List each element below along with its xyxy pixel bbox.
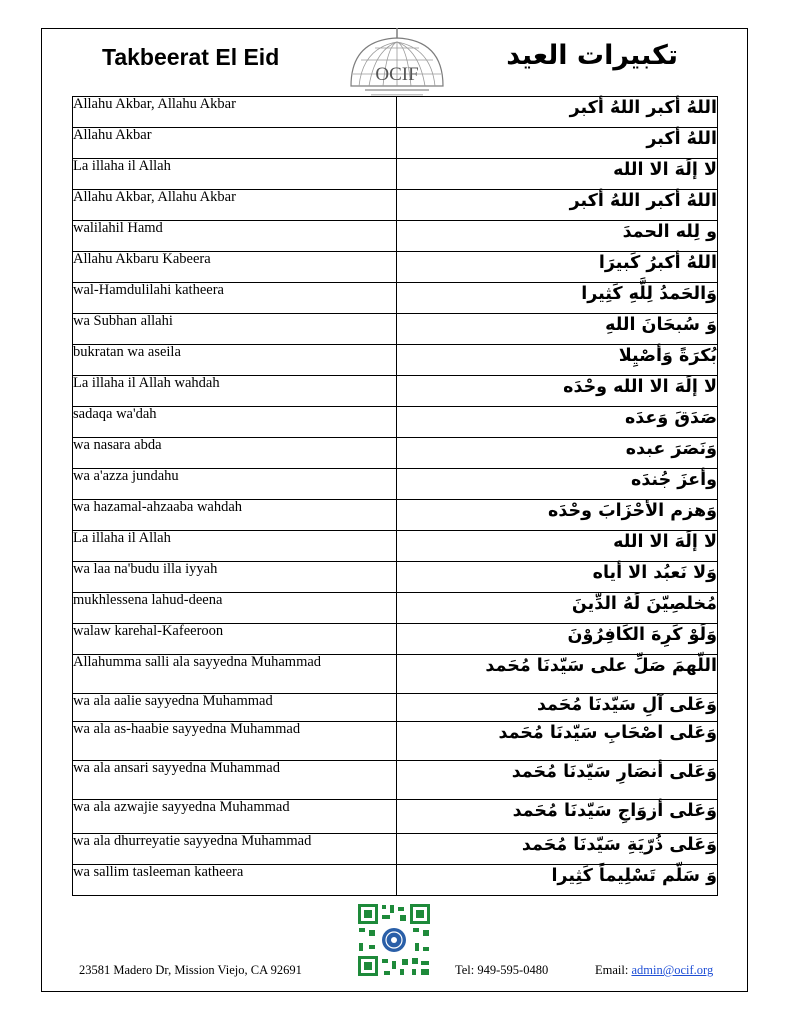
title-english: Takbeerat El Eid (102, 44, 280, 70)
table-row (73, 252, 718, 283)
table-row (73, 624, 718, 655)
table-row (73, 655, 718, 694)
transliteration-cell: sadaqa wa'dah (73, 407, 397, 438)
footer-email (595, 963, 713, 978)
arabic-cell: مُخلصِيّنَ لَهُ الدِّينَ (397, 593, 718, 624)
arabic-cell: بُكرَةً وَأصْيِلا (397, 345, 718, 376)
transliteration-cell: La illaha il Allah (73, 159, 397, 190)
arabic-cell: وَ سُبحَانَ اللهِ (397, 314, 718, 345)
table-row (73, 722, 718, 761)
arabic-cell: وَعَلى أزوَاجِ سَيّدنَا مُحَمد (397, 800, 718, 834)
table-row (73, 97, 718, 128)
arabic-cell: وَعَلى آلِ سَيّدنَا مُحَمد (397, 694, 718, 722)
footer-tel: Tel: 949-595-0480 (455, 963, 549, 977)
table-row (73, 593, 718, 624)
arabic-cell: وَ سَلّم تَسْلِيماً كَثِيرا (397, 865, 718, 896)
arabic-cell: وَنَصَرَ عبده (397, 438, 718, 469)
table-row (73, 834, 718, 865)
transliteration-cell: wa Subhan allahi (73, 314, 397, 345)
logo-text: OCIF (375, 64, 419, 85)
transliteration-cell: wa nasara abda (73, 438, 397, 469)
transliteration-cell: Allahu Akbar, Allahu Akbar (73, 190, 397, 221)
transliteration-cell: wa sallim tasleeman katheera (73, 865, 397, 896)
table-row (73, 283, 718, 314)
footer-address: 23581 Madero Dr, Mission Viejo, CA 92691 (79, 963, 302, 977)
arabic-cell: لا إلَهَ الا الله وحْدَه (397, 376, 718, 407)
table-row (73, 407, 718, 438)
transliteration-cell: La illaha il Allah wahdah (73, 376, 397, 407)
arabic-cell: اللهُ أكبر (397, 128, 718, 159)
table-row (73, 159, 718, 190)
arabic-cell: وَعَلى اصْحَابِ سَيّدنَا مُحَمد (397, 722, 718, 761)
table-row (73, 865, 718, 896)
table-row (73, 761, 718, 800)
ocif-logo (339, 28, 455, 100)
table-row (73, 345, 718, 376)
table-row (73, 531, 718, 562)
arabic-cell: لا إلَهَ الا الله (397, 531, 718, 562)
transliteration-cell: walaw karehal-Kafeeroon (73, 624, 397, 655)
arabic-cell: اللهُ أكبرُ كَبيرَا (397, 252, 718, 283)
title-arabic: تكبيرات العيد (506, 40, 678, 71)
table-row (73, 500, 718, 531)
transliteration-cell: wal-Hamdulilahi katheera (73, 283, 397, 314)
transliteration-cell: bukratan wa aseila (73, 345, 397, 376)
arabic-cell: و لِله الحمدَ (397, 221, 718, 252)
arabic-cell: صَدَقَ وَعدَه (397, 407, 718, 438)
takbeer-table (72, 96, 718, 896)
transliteration-cell: wa ala as-haabie sayyedna Muhammad (73, 722, 397, 761)
table-row (73, 694, 718, 722)
table-row (73, 800, 718, 834)
table-row (73, 314, 718, 345)
qr-code-icon (357, 903, 431, 977)
arabic-cell: وَهزم الأحْزَابَ وحْدَه (397, 500, 718, 531)
transliteration-cell: Allahumma salli ala sayyedna Muhammad (73, 655, 397, 694)
transliteration-cell: wa ala ansari sayyedna Muhammad (73, 761, 397, 800)
table-row (73, 221, 718, 252)
transliteration-cell: wa a'azza jundahu (73, 469, 397, 500)
email-link[interactable]: admin@ocif.org (631, 963, 714, 977)
arabic-cell: اللهُ أكبر اللهُ أكبر (397, 190, 718, 221)
transliteration-cell: wa hazamal-ahzaaba wahdah (73, 500, 397, 531)
transliteration-cell: wa ala dhurreyatie sayyedna Muhammad (73, 834, 397, 865)
arabic-cell: لا إلَهَ الا الله (397, 159, 718, 190)
footer-email-label: Email: (595, 963, 629, 977)
table-row (73, 190, 718, 221)
transliteration-cell: wa laa na'budu illa iyyah (73, 562, 397, 593)
transliteration-cell: Allahu Akbaru Kabeera (73, 252, 397, 283)
transliteration-cell: Allahu Akbar, Allahu Akbar (73, 97, 397, 128)
table-row (73, 469, 718, 500)
table-row (73, 438, 718, 469)
transliteration-cell: mukhlessena lahud-deena (73, 593, 397, 624)
arabic-cell: وَعَلى ذُرّيَةِ سَيّدنَا مُحَمد (397, 834, 718, 865)
table-row (73, 376, 718, 407)
arabic-cell: وَلا نَعبُد الا أياه (397, 562, 718, 593)
transliteration-cell: La illaha il Allah (73, 531, 397, 562)
table-row (73, 562, 718, 593)
transliteration-cell: wa ala azwajie sayyedna Muhammad (73, 800, 397, 834)
arabic-cell: وَعَلى أنصَارِ سَيّدنَا مُحَمد (397, 761, 718, 800)
arabic-cell: اللّهمَ صَلِّ على سَيّدنَا مُحَمد (397, 655, 718, 694)
transliteration-cell: Allahu Akbar (73, 128, 397, 159)
table-row (73, 128, 718, 159)
transliteration-cell: walilahil Hamd (73, 221, 397, 252)
arabic-cell: وَالحَمدُ لِلَّهِ كَثِيرا (397, 283, 718, 314)
arabic-cell: وأعزَ جُندَه (397, 469, 718, 500)
arabic-cell: اللهُ أكبر اللهُ أكبر (397, 97, 718, 128)
transliteration-cell: wa ala aalie sayyedna Muhammad (73, 694, 397, 722)
arabic-cell: وَلَوْ كَرِهَ الكَافِرُوْنَ (397, 624, 718, 655)
